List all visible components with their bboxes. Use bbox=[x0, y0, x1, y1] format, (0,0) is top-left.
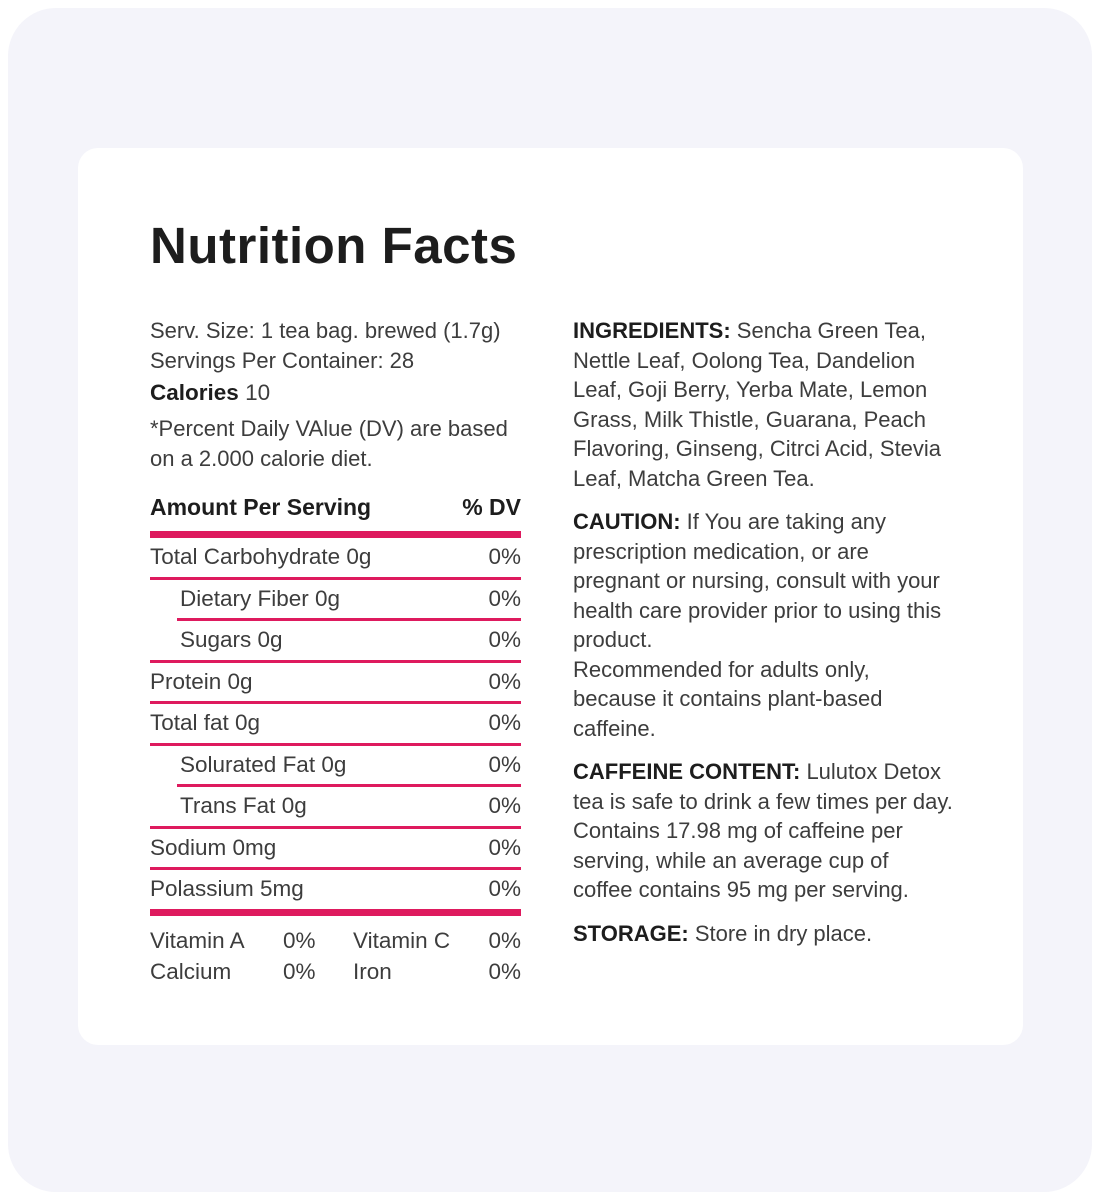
daily-value-footnote: *Percent Daily VAlue (DV) are based on a 2.000 calorie diet. bbox=[150, 416, 508, 471]
table-row-sugars bbox=[150, 621, 521, 663]
table-row-sodium bbox=[150, 829, 521, 871]
table-row-trans-fat bbox=[150, 787, 521, 829]
row-dv-value: 0% bbox=[488, 668, 521, 694]
row-dv-value: 0% bbox=[488, 710, 521, 736]
calories-value: 10 bbox=[245, 380, 271, 406]
amount-per-serving-header: Amount Per Serving bbox=[150, 494, 372, 521]
row-dv-value: 0% bbox=[488, 544, 521, 570]
iron-label: Iron bbox=[353, 958, 392, 984]
calcium-label: Calcium bbox=[150, 958, 232, 984]
caution-section bbox=[573, 507, 953, 743]
row-dv-value: 0% bbox=[488, 834, 521, 860]
ingredients-section bbox=[573, 316, 953, 493]
caution-text-2: Recommended for adults only, because it contains plant-based caffeine. bbox=[573, 656, 883, 741]
row-label: Total Carbohydrate 0g bbox=[150, 544, 372, 570]
calories-label: Calories bbox=[150, 380, 239, 406]
vitamin-c-label: Vitamin C bbox=[353, 927, 451, 953]
vitamins-row bbox=[150, 925, 521, 956]
table-row-dietary-fiber bbox=[177, 580, 521, 622]
ingredients-label: INGREDIENTS: bbox=[573, 318, 731, 344]
nutrition-facts-card bbox=[78, 148, 1023, 1045]
row-label: Total fat 0g bbox=[150, 710, 261, 736]
table-row-potassium bbox=[150, 870, 521, 916]
calories-line bbox=[150, 378, 521, 408]
table-row-total-carbohydrate bbox=[150, 538, 521, 580]
calcium-value: 0% bbox=[283, 958, 316, 984]
row-label: Polassium 5mg bbox=[150, 876, 304, 902]
caffeine-content-section bbox=[573, 757, 953, 905]
storage-label: STORAGE: bbox=[573, 920, 689, 946]
vitamin-a-label: Vitamin A bbox=[150, 927, 245, 953]
ingredients-text: Sencha Green Tea, Nettle Leaf, Oolong Tea, Dandelion Leaf, Goji Berry, Yerba Mate, Lemon Grass, Milk Thistle, Guarana, Peach Flavoring, Ginseng, Citrci Acid, Stevia Leaf, Matcha Green Tea. bbox=[573, 318, 942, 491]
iron-value: 0% bbox=[488, 958, 521, 984]
table-row-total-fat bbox=[150, 704, 521, 746]
row-label: Protein 0g bbox=[150, 668, 253, 694]
row-dv-value: 0% bbox=[488, 627, 521, 653]
caffeine-content-text: Lulutox Detox tea is safe to drink a few times per day. Contains 17.98 mg of caffeine per serving, while an average cup of coffee contains 95 mg per serving. bbox=[573, 759, 953, 903]
servings-per-container-line: Servings Per Container: 28 bbox=[150, 347, 415, 373]
storage-section bbox=[573, 919, 953, 949]
table-row-protein bbox=[150, 663, 521, 705]
content-columns bbox=[150, 316, 953, 987]
row-label: Solurated Fat 0g bbox=[180, 751, 347, 777]
vitamins-block bbox=[150, 925, 521, 987]
row-label: Dietary Fiber 0g bbox=[180, 585, 341, 611]
row-dv-value: 0% bbox=[488, 876, 521, 902]
info-column bbox=[573, 316, 953, 987]
caution-label: CAUTION: bbox=[573, 509, 681, 535]
storage-text: Store in dry place. bbox=[688, 920, 873, 946]
vitamin-c-value: 0% bbox=[488, 927, 521, 953]
row-label: Sugars 0g bbox=[180, 627, 283, 653]
nutrition-column bbox=[150, 316, 521, 987]
row-dv-value: 0% bbox=[488, 751, 521, 777]
table-row-saturated-fat bbox=[177, 746, 521, 788]
percent-dv-header: % DV bbox=[462, 494, 521, 521]
vitamins-row bbox=[150, 956, 521, 987]
row-dv-value: 0% bbox=[488, 793, 521, 819]
row-dv-value: 0% bbox=[488, 585, 521, 611]
table-header bbox=[150, 494, 521, 538]
row-label: Sodium 0mg bbox=[150, 834, 277, 860]
caution-text: If You are taking any prescription medication, or are pregnant or nursing, consult with your health care provider prior to using this product. bbox=[573, 509, 942, 653]
serving-size-line: Serv. Size: 1 tea bag. brewed (1.7g) bbox=[150, 318, 501, 344]
caffeine-content-label: CAFFEINE CONTENT: bbox=[573, 759, 801, 785]
row-label: Trans Fat 0g bbox=[180, 793, 307, 819]
nutrition-table bbox=[150, 494, 521, 987]
page-title: Nutrition Facts bbox=[150, 217, 518, 274]
vitamin-a-value: 0% bbox=[283, 927, 316, 953]
